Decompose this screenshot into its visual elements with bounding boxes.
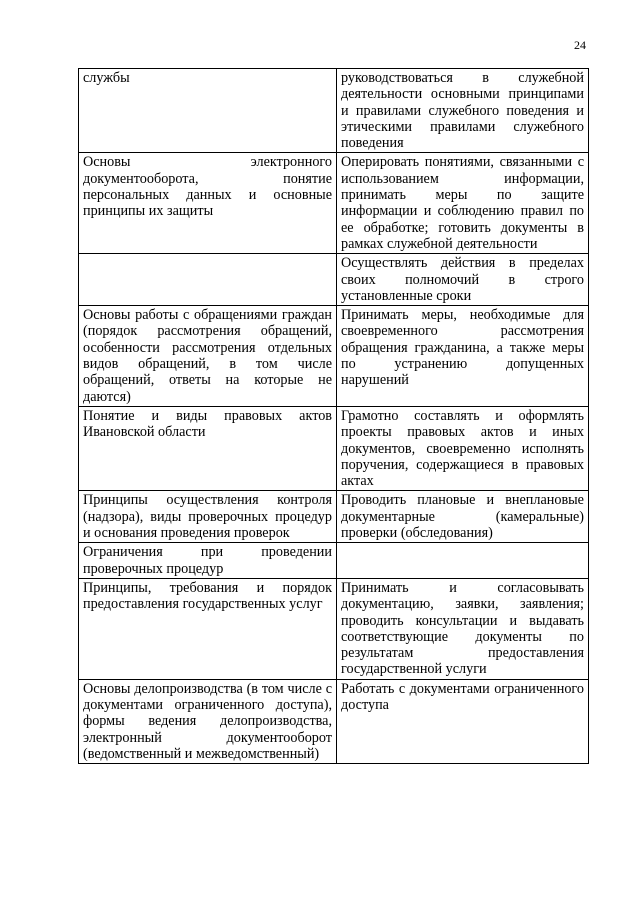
requirements-table <box>78 68 589 764</box>
knowledge-cell <box>79 254 337 306</box>
knowledge-cell <box>79 543 337 579</box>
skills-cell <box>337 679 589 763</box>
skills-cell <box>337 543 589 579</box>
page-number: 24 <box>574 38 586 52</box>
knowledge-text: Понятие и виды правовых актов Ивановской области <box>83 407 332 441</box>
knowledge-text: службы <box>83 70 130 86</box>
table-row <box>79 406 589 490</box>
skills-text: Проводить плановые и внеплановые документарные (камеральные) проверки (обследования) <box>341 492 584 542</box>
table-row <box>79 491 589 543</box>
skills-cell <box>337 306 589 407</box>
skills-text: Грамотно составлять и оформлять проекты правовых актов и иных документов, своевременно исполнять поручения, содержащиеся в правовых актах <box>341 407 584 490</box>
skills-cell <box>337 491 589 543</box>
knowledge-text: Принципы, требования и порядок предоставления государственных услуг <box>83 579 332 613</box>
table-row <box>79 306 589 407</box>
skills-cell <box>337 254 589 306</box>
table-row <box>79 69 589 153</box>
knowledge-cell <box>79 578 337 679</box>
knowledge-text: Основы делопроизводства (в том числе с документами ограниченного доступа), формы ведения делопроизводства, электронный документооборот (ведомственный и межведомственный) <box>83 680 332 762</box>
table-row <box>79 578 589 679</box>
knowledge-text: Основы работы с обращениями граждан (порядок рассмотрения обращений, особенности рассмотрения отдельных видов обращений, в том числе обращений, ответы на которые не даются) <box>83 307 332 405</box>
table-row <box>79 679 589 763</box>
skills-text: Оперировать понятиями, связанными с использованием информации, принимать меры по защите информации и соблюдению правил по ее обработке; готовить документы в рамках служебной деятельности <box>341 154 584 252</box>
knowledge-cell <box>79 491 337 543</box>
knowledge-cell <box>79 69 337 153</box>
skills-text: руководствоваться в служебной деятельности основными принципами и правилами служебного поведения и этическими правилами служебного поведения <box>341 70 584 152</box>
knowledge-cell <box>79 153 337 254</box>
skills-text: Осуществлять действия в пределах своих полномочий в строго установленные сроки <box>341 255 584 304</box>
knowledge-text: Ограничения при проведении проверочных процедур <box>83 544 332 577</box>
skills-cell <box>337 578 589 679</box>
skills-text: Принимать меры, необходимые для своевременного рассмотрения обращения гражданина, а также меры по устранению допущенных нарушений <box>341 307 584 389</box>
skills-text: Принимать и согласовывать документацию, заявки, заявления; проводить консультации и выдавать соответствующие документы по результатам предоставления государственной услуги <box>341 579 584 678</box>
knowledge-cell <box>79 679 337 763</box>
knowledge-cell <box>79 406 337 490</box>
knowledge-text: Основы электронного документооборота, понятие персональных данных и основные принципы их защиты <box>83 154 332 220</box>
table-row <box>79 254 589 306</box>
skills-cell <box>337 153 589 254</box>
knowledge-cell <box>79 306 337 407</box>
skills-text: Работать с документами ограниченного доступа <box>341 680 584 713</box>
table-row <box>79 153 589 254</box>
skills-cell <box>337 69 589 153</box>
skills-cell <box>337 406 589 490</box>
table-row <box>79 543 589 579</box>
knowledge-text: Принципы осуществления контроля (надзора), виды проверочных процедур и основания проведения проверок <box>83 492 332 542</box>
